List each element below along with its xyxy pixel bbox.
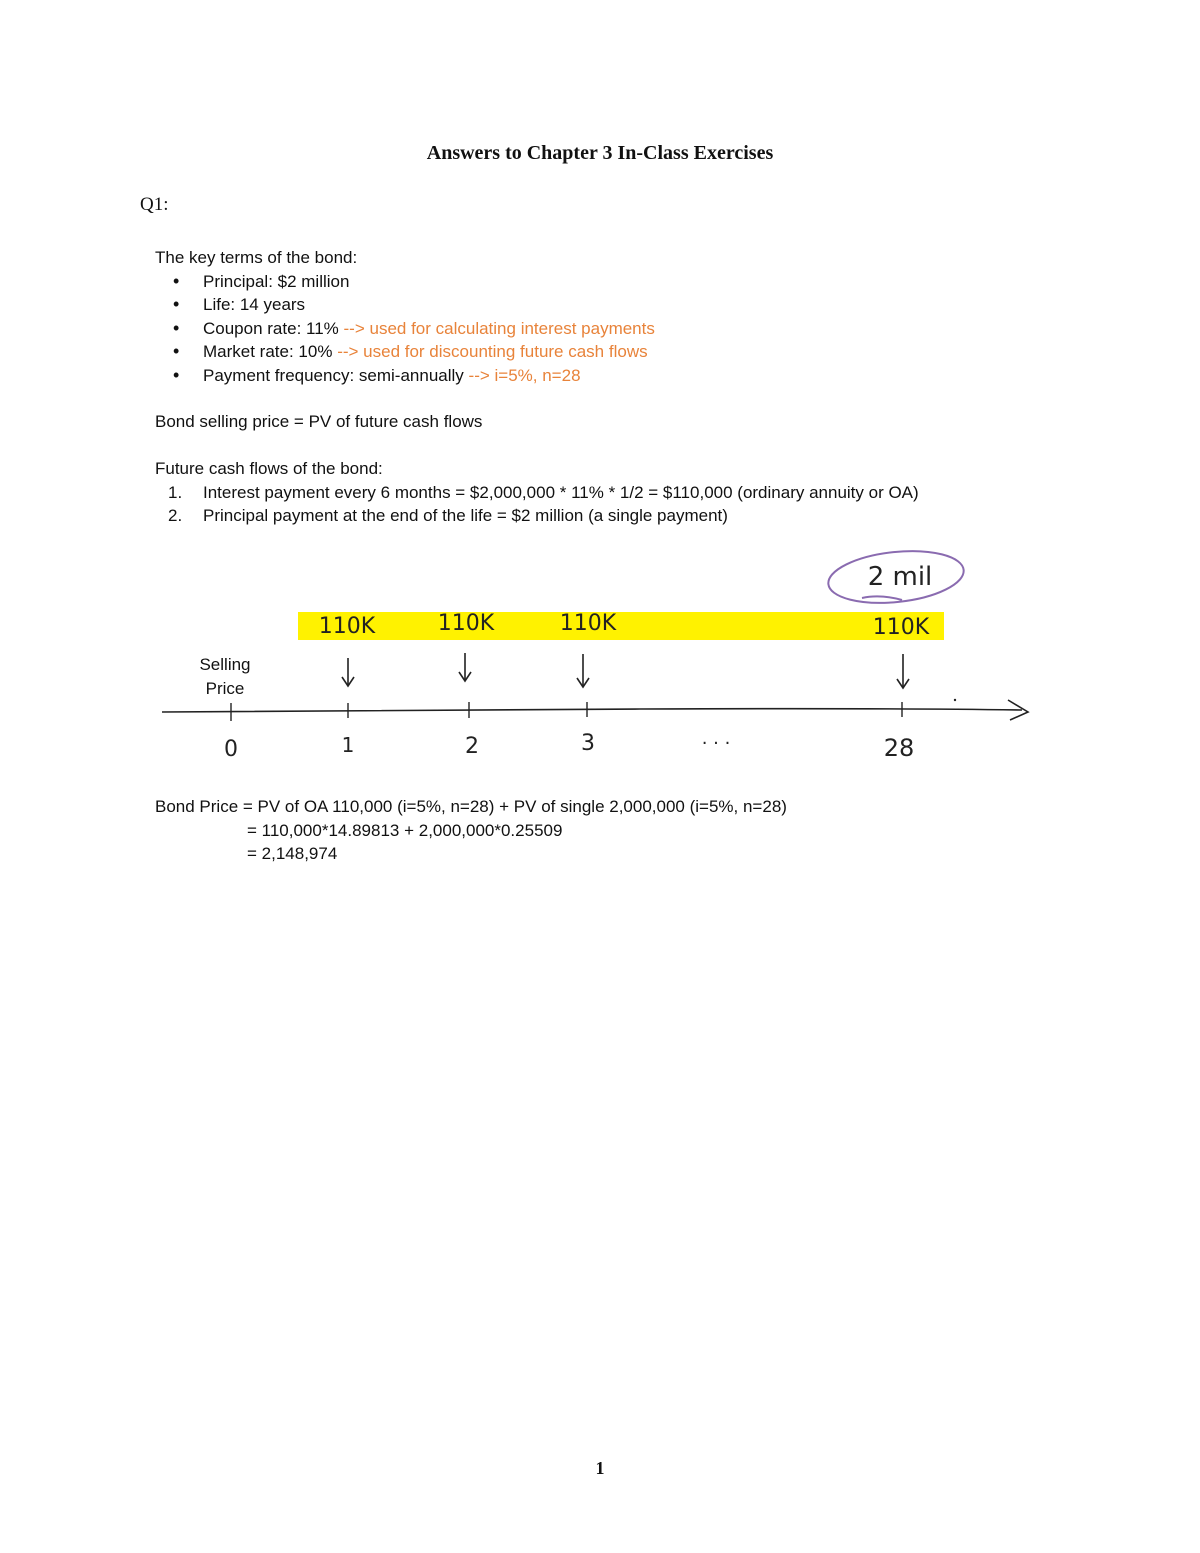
- down-arrow-icon: [577, 654, 589, 687]
- down-arrow-icon: [342, 658, 354, 686]
- list-item: [155, 481, 919, 505]
- future-cash-flows-heading: Future cash flows of the bond:: [155, 459, 383, 478]
- period-label-2: 2: [465, 734, 479, 759]
- period-label-1: 1: [341, 733, 355, 757]
- payment-label-28: 110K: [872, 615, 930, 640]
- bond-price-line-2: = 110,000*14.89813 + 2,000,000*0.25509: [247, 820, 563, 840]
- term-note: --> used for calculating interest payments: [343, 318, 655, 338]
- down-arrow-icon: [459, 653, 471, 681]
- payment-label-2: 110K: [437, 611, 495, 636]
- payments-highlight: [298, 612, 944, 640]
- flow-text: Principal payment at the end of the life = $2 million (a single payment): [203, 506, 728, 525]
- ellipsis: . . .: [701, 728, 731, 749]
- selling-price-label: [185, 653, 265, 700]
- cash-flow-timeline: [0, 540, 1200, 780]
- list-item: [155, 270, 655, 294]
- stray-dot: [954, 699, 956, 701]
- selling-price-label-line-1: Selling: [199, 655, 251, 674]
- term-text: Life: 14 years: [203, 295, 306, 314]
- list-item: [155, 504, 919, 528]
- timeline-axis: [162, 709, 1022, 712]
- list-number: 2.: [168, 506, 183, 525]
- key-terms-heading: The key terms of the bond:: [155, 248, 358, 267]
- key-terms-section: [155, 246, 655, 387]
- principal-label: 2 mil: [867, 562, 933, 592]
- list-item: [155, 364, 655, 388]
- term-text: Payment frequency: semi-annually: [203, 365, 464, 385]
- term-note: --> used for discounting future cash flows: [337, 342, 648, 361]
- future-cash-flows-section: [155, 457, 919, 528]
- principal-circle-tail: [862, 596, 902, 600]
- term-note: --> i=5%, n=28: [468, 365, 581, 385]
- future-cash-flows-list: [155, 481, 919, 528]
- key-terms-list: [155, 270, 655, 388]
- list-item: [155, 340, 655, 364]
- term-text: Principal: $2 million: [203, 271, 350, 291]
- question-label: Q1:: [140, 194, 169, 215]
- period-label-0: 0: [224, 737, 238, 762]
- selling-price-label-line-2: Price: [205, 678, 245, 698]
- period-label-3: 3: [581, 731, 595, 756]
- term-text: Market rate: 10%: [203, 342, 333, 361]
- selling-price-equation: Bond selling price = PV of future cash flows: [155, 412, 483, 431]
- bond-price-line-1: Bond Price = PV of OA 110,000 (i=5%, n=28) + PV of single 2,000,000 (i=5%, n=28): [155, 797, 787, 816]
- list-item: [155, 293, 655, 317]
- document-title: Answers to Chapter 3 In-Class Exercises: [426, 142, 774, 164]
- term-text: Coupon rate: 11%: [203, 318, 339, 338]
- payment-label-1: 110K: [318, 614, 376, 639]
- bond-price-calculation: [155, 795, 787, 866]
- bond-price-line-3: = 2,148,974: [247, 844, 338, 863]
- timeline-drawing: [0, 540, 1200, 780]
- payment-label-3: 110K: [559, 611, 617, 636]
- page-number: 1: [595, 1458, 605, 1478]
- down-arrow-icon: [897, 654, 909, 688]
- period-label-28: 28: [883, 734, 915, 762]
- list-item: [155, 317, 655, 341]
- flow-text: Interest payment every 6 months = $2,000,000 * 11% * 1/2 = $110,000 (ordinary annuity or OA): [203, 482, 919, 502]
- list-number: 1.: [168, 482, 183, 502]
